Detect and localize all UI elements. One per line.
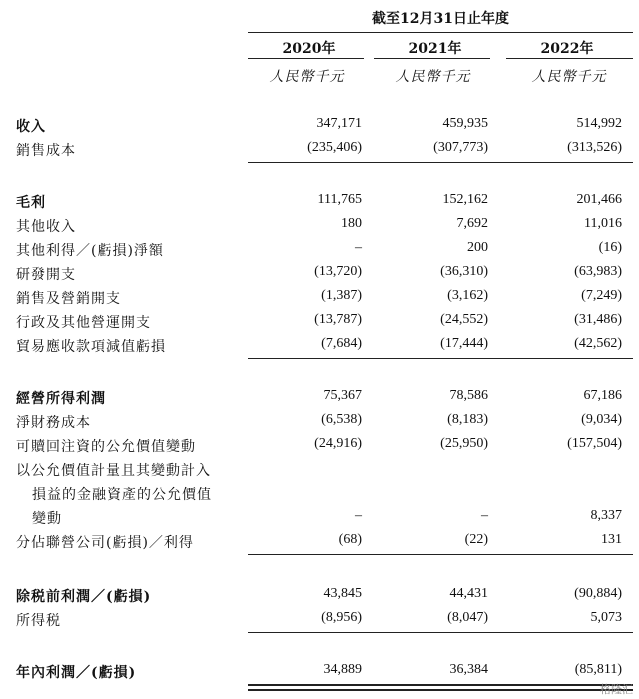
total-double-rule <box>248 689 633 691</box>
period-title: 截至12月31日止年度 <box>372 11 509 27</box>
row-value-2020: (68) <box>338 532 362 547</box>
row-value-2020: – <box>355 508 362 523</box>
row-label: 銷售及營銷開支 <box>16 291 121 307</box>
unit-2021: 人民幣千元 <box>395 69 471 85</box>
row-value-2021: (17,444) <box>440 336 488 351</box>
row-value-2022: 131 <box>601 532 622 547</box>
row-label: 銷售成本 <box>16 143 76 159</box>
row-value-2020: (24,916) <box>314 436 362 451</box>
row-value-2022: (9,034) <box>581 412 622 427</box>
unit-2020: 人民幣千元 <box>269 69 345 85</box>
row-label: 收入 <box>16 119 46 135</box>
row-value-2022: 514,992 <box>576 116 622 131</box>
row-value-2022: (90,884) <box>574 586 622 601</box>
unit-2022: 人民幣千元 <box>531 69 607 85</box>
row-value-2020: 43,845 <box>323 586 362 601</box>
row-value-2022: (85,811) <box>574 662 622 677</box>
row-label: 淨財務成本 <box>16 415 91 431</box>
row-value-2020: (6,538) <box>321 412 362 427</box>
row-value-2021: (3,162) <box>447 288 488 303</box>
row-value-2020: (235,406) <box>307 140 362 155</box>
row-value-2021: (22) <box>464 532 488 547</box>
row-value-2021: (36,310) <box>440 264 488 279</box>
row-value-2020: (1,387) <box>321 288 362 303</box>
row-value-2021: 200 <box>467 240 488 255</box>
row-value-2021: – <box>481 508 488 523</box>
row-value-2021: (24,552) <box>440 312 488 327</box>
row-label: 損益的金融資產的公允價值 <box>32 487 212 503</box>
subtotal-rule <box>248 632 633 633</box>
row-value-2022: 11,016 <box>584 216 622 231</box>
row-value-2020: (13,720) <box>314 264 362 279</box>
row-value-2022: 201,466 <box>576 192 622 207</box>
row-value-2021: 44,431 <box>449 586 488 601</box>
year-2022: 2022年 <box>540 41 594 57</box>
row-value-2020: (7,684) <box>321 336 362 351</box>
row-label: 研發開支 <box>16 267 76 283</box>
row-label: 除税前利潤／(虧損) <box>16 589 152 605</box>
row-value-2022: (42,562) <box>574 336 622 351</box>
row-value-2020: 34,889 <box>323 662 362 677</box>
subtotal-rule <box>248 554 633 555</box>
row-label: 經營所得利潤 <box>16 391 106 407</box>
row-value-2021: 7,692 <box>456 216 488 231</box>
row-value-2021: (8,047) <box>447 610 488 625</box>
row-value-2021: 78,586 <box>449 388 488 403</box>
row-label: 分佔聯營公司(虧損)／利得 <box>16 535 194 551</box>
year-underline-2022 <box>506 58 633 59</box>
row-value-2020: 75,367 <box>323 388 362 403</box>
year-underline-2020 <box>248 58 364 59</box>
row-value-2021: (25,950) <box>440 436 488 451</box>
row-label: 變動 <box>32 511 62 527</box>
row-value-2021: (8,183) <box>447 412 488 427</box>
subtotal-rule <box>248 162 633 163</box>
row-value-2022: 67,186 <box>583 388 622 403</box>
year-underline-2021 <box>374 58 490 59</box>
year-2021: 2021年 <box>408 41 462 57</box>
row-value-2022: 5,073 <box>590 610 622 625</box>
row-value-2020: 347,171 <box>316 116 362 131</box>
year-2020: 2020年 <box>282 41 336 57</box>
row-value-2022: (16) <box>598 240 622 255</box>
row-value-2021: 459,935 <box>442 116 488 131</box>
subtotal-rule <box>248 358 633 359</box>
row-value-2022: (63,983) <box>574 264 622 279</box>
row-value-2021: (307,773) <box>433 140 488 155</box>
row-label: 可贖回注資的公允價值變動 <box>16 439 196 455</box>
row-value-2020: (13,787) <box>314 312 362 327</box>
row-value-2022: (313,526) <box>567 140 622 155</box>
row-value-2022: (7,249) <box>581 288 622 303</box>
row-label: 行政及其他營運開支 <box>16 315 151 331</box>
row-value-2022: (157,504) <box>567 436 622 451</box>
row-label: 毛利 <box>16 195 46 211</box>
watermark: 格隆汇 <box>600 683 633 696</box>
row-label: 年內利潤／(虧損) <box>16 665 137 681</box>
total-double-rule <box>248 684 633 686</box>
row-value-2020: (8,956) <box>321 610 362 625</box>
row-label: 貿易應收款項減值虧損 <box>16 339 166 355</box>
row-label: 以公允價值計量且其變動計入 <box>16 463 211 479</box>
row-value-2020: 111,765 <box>317 192 362 207</box>
row-value-2021: 152,162 <box>442 192 488 207</box>
row-label: 其他收入 <box>16 219 76 235</box>
header-rule <box>248 32 633 33</box>
row-value-2022: 8,337 <box>590 508 622 523</box>
row-value-2021: 36,384 <box>449 662 488 677</box>
row-value-2020: 180 <box>341 216 362 231</box>
row-label: 所得税 <box>16 613 61 629</box>
row-value-2022: (31,486) <box>574 312 622 327</box>
row-value-2020: – <box>355 240 362 255</box>
row-label: 其他利得／(虧損)淨額 <box>16 243 164 259</box>
